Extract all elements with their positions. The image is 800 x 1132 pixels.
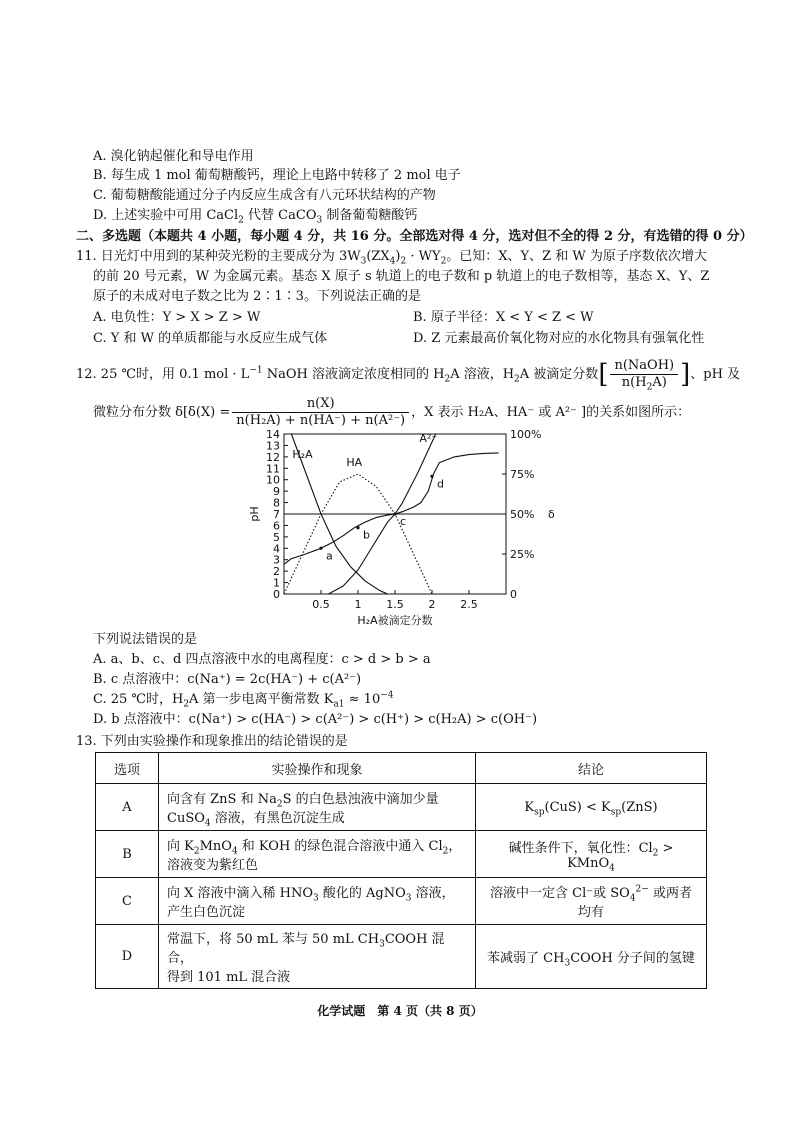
header-operation: 实验操作和现象	[159, 753, 476, 784]
q11-option-c: C. Y 和 W 的单质都能与水反应生成气体	[93, 331, 328, 346]
table-row	[96, 878, 707, 925]
row-conclusion: 苯减弱了 $CH_3COOH$ 分子间的氢键	[476, 925, 707, 989]
row-conclusion: 溶液中一定含 Cl⁻或 $SO_4^{2-}$ 或两者均有	[476, 878, 707, 925]
y-tick-label-left: 10	[266, 473, 280, 487]
y-tick-label-left: 1	[273, 576, 280, 590]
series-HA⁻-line	[284, 474, 432, 594]
q12-option-c: C. 25 ℃时，$H_2A$ 第一步电离平衡常数 $K_{a1} \approx 10^{-4}$	[93, 690, 394, 710]
x-tick-label: 2	[428, 598, 436, 611]
x-tick-label: 1.5	[386, 598, 404, 611]
header-conclusion: 结论	[476, 753, 707, 784]
point-label-c: c	[400, 515, 407, 528]
q11-stem-line2: 的前 20 号元素，W 为金属元素。基态 X 原子 s 轨道上的电子数和 p 轨道上的电子数相等，基态 X、Y、Z	[93, 269, 710, 284]
q13-table	[95, 752, 707, 989]
row-option: D	[96, 925, 159, 989]
q10-option-b: B. 每生成 1 mol 葡萄糖酸钙，理论上电路中转移了 2 mol 电子	[93, 168, 461, 183]
table-row	[96, 925, 707, 989]
y-tick-label-left: 7	[273, 508, 280, 521]
row-conclusion: $K_{sp}(CuS) < K_{sp}(ZnS)$	[476, 784, 707, 831]
y-tick-label-left: 4	[273, 542, 280, 556]
y-tick-label-right: 25%	[510, 548, 535, 561]
q11-option-a: A. 电负性：Y > X > Z > W	[93, 310, 261, 325]
point-label-d: d	[437, 477, 444, 491]
y-tick-label-left: 6	[273, 519, 280, 533]
point-c	[393, 512, 396, 515]
table-row	[96, 784, 707, 831]
y-tick-label-left: 3	[273, 553, 280, 567]
row-option: C	[96, 878, 159, 925]
q12-option-b: B. c 点溶液中：c(Na⁺) = 2c(HA⁻) + c(A²⁻)	[93, 672, 362, 687]
row-operation: 向 X 溶液中滴入稀 $HNO_3$ 酸化的 AgNO$_3$ 溶液， 产生白色沉淀	[159, 878, 476, 925]
y-tick-label-left: 12	[266, 450, 280, 464]
q13-stem: 13. 下列由实验操作和现象推出的结论错误的是	[76, 734, 348, 749]
x-tick-label: 1	[354, 598, 362, 611]
q12-option-a: A. a、b、c、d 四点溶液中水的电离程度：c > d > b > a	[93, 652, 431, 667]
x-tick-label: 2.5	[460, 598, 478, 611]
y-tick-label-left: 9	[273, 485, 280, 499]
point-a	[319, 547, 322, 550]
point-d	[430, 475, 433, 478]
y-tick-label-left: 14	[266, 428, 280, 441]
point-b	[356, 526, 359, 529]
y-tick-label-right: 50%	[510, 508, 535, 521]
x-axis-label: H₂A被滴定分数	[357, 614, 433, 626]
q11-stem-line3: 原子的未成对电子数之比为 2∶1∶3。下列说法正确的是	[93, 289, 421, 304]
y-axis-label-left: pH	[248, 506, 261, 522]
q12-stem-line2: 微粒分布分数 δ[δ(X) = $\frac{n(X)}{\text{n(H₂A) + n(HA⁻) + n(A²⁻)}}$ ，X 表示 H₂A、HA⁻ 或 A²⁻ ]的关系如图所示：	[93, 396, 691, 428]
table-row	[96, 831, 707, 878]
y-axis-label-right: δ	[548, 508, 555, 521]
y-tick-label-left: 13	[266, 439, 280, 453]
q10-option-a: A. 溴化钠起催化和导电作用	[93, 149, 254, 164]
row-conclusion: 碱性条件下，氧化性：$Cl_2$ > KMnO$_4$	[476, 831, 707, 878]
q12-option-d: D. b 点溶液中：c(Na⁺) > c(HA⁻) > c(A²⁻) > c(H⁺) > c(H₂A) > c(OH⁻)	[93, 712, 538, 727]
q11-stem-line1: 11. 日光灯中用到的某种荧光粉的主要成分为 $3W_3(ZX_4)_2 \cdot WY_2$。已知：X、Y、Z 和 W 为原子序数依次增大	[76, 249, 707, 267]
q11-option-d: D. Z 元素最高价氧化物对应的水化物具有强氧化性	[413, 331, 705, 346]
section2-heading: 二、多选题（本题共 4 小题，每小题 4 分，共 16 分。全部选对得 4 分，选对但不全的得 2 分，有选错的得 0 分）	[76, 229, 753, 244]
q12-stem-line1: 12. 25 ℃时，用 0.1 mol · $L^{-1}$ NaOH 溶液滴定浓度相同的 $H_2A$ 溶液，$H_2A$ 被滴定分数[ $\frac{\text{n(NaOH)}}{n(H_2A)}$ ]、pH 及	[76, 358, 741, 393]
point-label-a: a	[326, 549, 333, 563]
series-pH-line	[284, 453, 499, 564]
curve-label: A²⁻	[419, 432, 438, 445]
y-tick-label-left: 5	[273, 530, 280, 544]
y-tick-label-left: 0	[273, 588, 280, 601]
row-operation: 常温下，将 50 mL 苯与 50 mL $CH_3COOH$ 混合， 得到 101 mL 混合液	[159, 925, 476, 989]
page-footer: 化学试题 第 4 页（共 8 页）	[317, 1004, 483, 1018]
y-tick-label-left: 8	[273, 496, 280, 510]
row-option: A	[96, 784, 159, 831]
y-tick-label-right: 100%	[510, 428, 542, 441]
y-tick-label-right: 0	[510, 588, 517, 601]
q10-option-d: D. 上述实验中可用 CaCl$_2$ 代替 CaCO$_3$ 制备葡萄糖酸钙	[93, 208, 418, 226]
x-tick-label: 0.5	[312, 598, 330, 611]
q12-prompt: 下列说法错误的是	[93, 632, 198, 647]
row-option: B	[96, 831, 159, 878]
q11-option-b: B. 原子半径：X < Y < Z < W	[413, 310, 594, 325]
y-tick-label-left: 2	[273, 565, 280, 579]
q10-option-c: C. 葡萄糖酸能通过分子内反应生成含有八元环状结构的产物	[93, 188, 436, 203]
curve-label: H₂A	[292, 448, 313, 461]
row-operation: 向 $K_2MnO_4$ 和 KOH 的绿色混合溶液中通入 $Cl_2$， 溶液变为紫红色	[159, 831, 476, 878]
y-tick-label-right: 75%	[510, 468, 535, 481]
row-operation: 向含有 ZnS 和 $Na_2S$ 的白色悬浊液中滴加少量 CuSO$_4$ 溶液，有黑色沉淀生成	[159, 784, 476, 831]
titration-chart	[248, 426, 558, 626]
point-label-b: b	[363, 528, 370, 542]
y-tick-label-left: 11	[266, 462, 280, 476]
curve-label: HA	[346, 456, 363, 469]
header-option: 选项	[96, 753, 159, 784]
table-header-row	[96, 753, 707, 784]
